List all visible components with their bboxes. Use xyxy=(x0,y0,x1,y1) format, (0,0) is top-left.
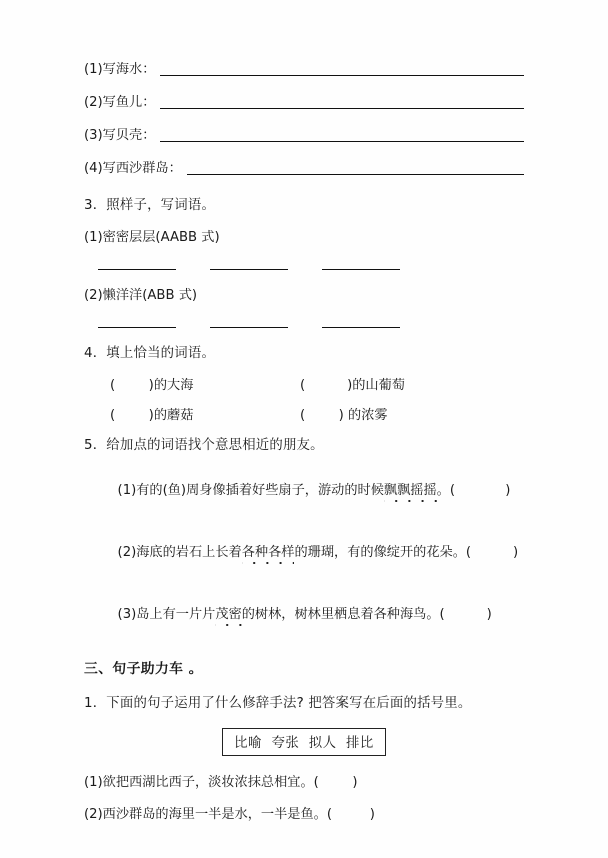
section-three-heading: 三、句子助力车 。 xyxy=(84,661,203,677)
section-5-item xyxy=(84,464,524,513)
section-5-item xyxy=(84,526,524,575)
rule-spacer xyxy=(176,327,210,328)
emphasis-dotted-word: 各种各样 xyxy=(242,541,295,560)
paren-blank-cell[interactable]: ( )的蘑菇 xyxy=(110,408,194,423)
short-answer-rule[interactable] xyxy=(322,269,400,270)
short-answer-rule[interactable] xyxy=(210,327,288,328)
fill-in-line-item xyxy=(84,62,524,79)
word-bank-wrapper xyxy=(84,728,524,756)
section-4 xyxy=(84,342,524,423)
section-4-heading: 4．填上恰当的词语。 xyxy=(84,346,216,361)
fill-in-line-item xyxy=(84,161,524,178)
section-3-blank-row xyxy=(98,251,524,270)
section-3-subitem-prompt: (1)密密层层(AABB 式) xyxy=(84,230,220,245)
sentence-suffix[interactable]: 的树林，树林里栖息着各种海鸟。( ) xyxy=(241,607,492,622)
worksheet-content xyxy=(84,62,524,835)
section-3-blank-row xyxy=(98,309,524,328)
paren-blank-cell[interactable]: ( ) 的浓雾 xyxy=(300,408,388,423)
answer-rule[interactable] xyxy=(160,75,524,76)
short-answer-rule[interactable] xyxy=(98,269,176,270)
fill-in-label: (2)写鱼儿： xyxy=(84,95,156,110)
answer-rule[interactable] xyxy=(160,141,524,142)
sentence-suffix[interactable]: 的珊瑚，有的像绽开的花朵。( ) xyxy=(294,545,519,560)
section-5-item xyxy=(84,588,524,637)
short-answer-rule[interactable] xyxy=(322,327,400,328)
section-3 xyxy=(84,194,524,328)
emphasis-dotted-word: 飘飘摇摇 xyxy=(384,479,437,498)
sentence-prefix: (2)海底的岩石上长着 xyxy=(117,545,242,560)
section-5 xyxy=(84,434,524,637)
sentence-prefix: (3)岛上有一片片 xyxy=(117,607,216,622)
answer-rule[interactable] xyxy=(160,108,524,109)
sentence-prefix: (1)有的(鱼)周身像插着好些扇子，游动的时候 xyxy=(117,483,384,498)
word-bank-box[interactable]: 比喻 夸张 拟人 排比 xyxy=(222,728,386,756)
fill-in-label: (1)写海水： xyxy=(84,62,156,77)
fill-in-lines-group xyxy=(84,62,524,178)
fill-in-line-item xyxy=(84,128,524,145)
rule-spacer xyxy=(288,269,322,270)
section-three-q1-item[interactable]: (1)欲把西湖比西子，淡妆浓抹总相宜。( ) xyxy=(84,775,358,790)
paren-blank-cell[interactable]: ( )的大海 xyxy=(110,378,194,393)
answer-rule[interactable] xyxy=(187,174,524,175)
fill-in-label: (4)写西沙群岛： xyxy=(84,161,182,176)
short-answer-rule[interactable] xyxy=(98,327,176,328)
section-5-heading: 5．给加点的词语找个意思相近的朋友。 xyxy=(84,438,324,453)
section-three-q1-heading: 1．下面的句子运用了什么修辞手法? 把答案写在后面的括号里。 xyxy=(84,696,472,711)
emphasis-dotted-word: 茂密 xyxy=(215,603,241,622)
section-three-q1-item[interactable]: (2)西沙群岛的海里一半是水，一半是鱼。( ) xyxy=(84,807,375,822)
fill-in-line-item xyxy=(84,95,524,112)
section-3-subitem-prompt: (2)懒洋洋(ABB 式) xyxy=(84,288,198,303)
sentence-suffix[interactable]: 。( ) xyxy=(436,483,511,498)
rule-spacer xyxy=(176,269,210,270)
fill-in-label: (3)写贝壳： xyxy=(84,128,156,143)
short-answer-rule[interactable] xyxy=(210,269,288,270)
paren-blank-cell[interactable]: ( )的山葡萄 xyxy=(300,378,405,393)
section-3-heading: 3．照样子，写词语。 xyxy=(84,198,216,213)
section-4-row xyxy=(110,374,524,393)
rule-spacer xyxy=(288,327,322,328)
section-4-row xyxy=(110,404,524,423)
